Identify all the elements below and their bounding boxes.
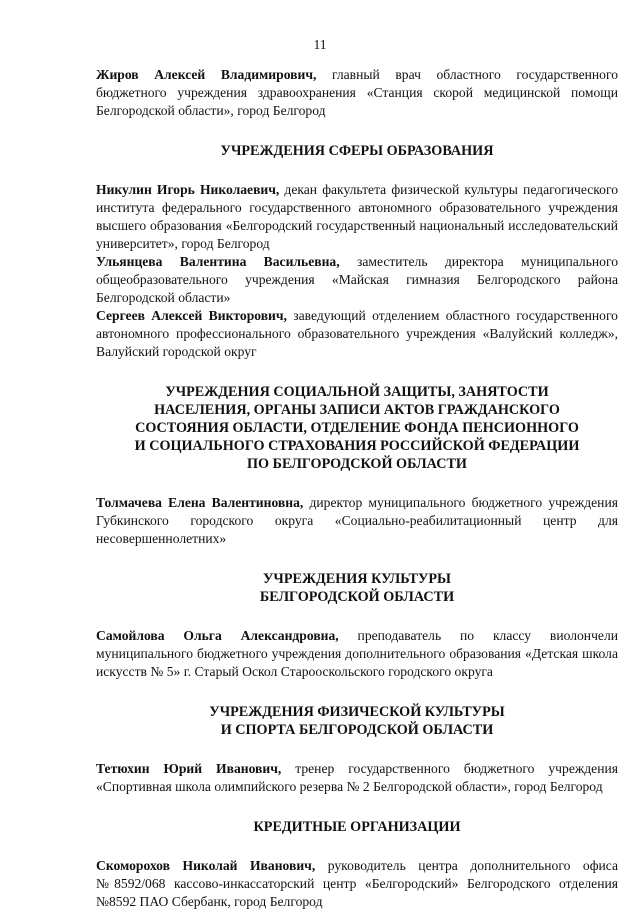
section-heading-social-protection <box>96 383 618 473</box>
person-entry-sergeev <box>96 307 618 361</box>
person-description: тренер государственного бюджетного учреждения «Спортивная школа олимпийского резерва № 2 Белгородской области», город Белгород <box>96 761 618 794</box>
heading-line: УЧРЕЖДЕНИЯ СОЦИАЛЬНОЙ ЗАЩИТЫ, ЗАНЯТОСТИ <box>165 384 549 400</box>
person-description: заведующий отделением областного государственного автономного профессионального образовательного учреждения «Валуйский колледж», Валуйский городской округ <box>96 308 618 359</box>
section-heading-sport <box>96 703 618 739</box>
person-entry-samoylova <box>96 627 618 681</box>
heading-line: УЧРЕЖДЕНИЯ ФИЗИЧЕСКОЙ КУЛЬТУРЫ <box>209 704 505 720</box>
person-entry-skomorokhov <box>96 857 618 911</box>
person-name: Ульянцева Валентина Васильевна, <box>96 254 340 269</box>
person-entry-tetyukhin <box>96 760 618 796</box>
page-number: 11 <box>313 37 327 52</box>
person-name: Толмачева Елена Валентиновна, <box>96 495 304 510</box>
person-entry-zhirov <box>96 66 618 120</box>
heading-line: БЕЛГОРОДСКОЙ ОБЛАСТИ <box>259 589 455 605</box>
heading-line: УЧРЕЖДЕНИЯ КУЛЬТУРЫ <box>263 571 451 587</box>
section-heading-credit <box>96 818 618 836</box>
person-description: директор муниципального бюджетного учреждения Губкинского городского округа «Социально-реабилитационный центр для несовершеннолетних» <box>96 495 618 546</box>
person-description: декан факультета физической культуры педагогического института федерального государственного автономного образовательного учреждения высшего образования «Белгородский государственный национальный исследовательский университет», город Белгород <box>96 182 618 251</box>
person-description: руководитель центра дополнительного офиса №8592/068 кассово-инкассаторский центр «Белгородский» Белгородского отделения №8592 ПАО Сбербанк, город Белгород <box>96 858 619 909</box>
person-entry-nikulin <box>96 181 618 253</box>
person-description: главный врач областного государственного бюджетного учреждения здравоохранения «Станция скорой медицинской помощи Белгородской области», город Белгород <box>96 67 618 118</box>
heading-line: НАСЕЛЕНИЯ, ОРГАНЫ ЗАПИСИ АКТОВ ГРАЖДАНСКОГО <box>154 402 560 418</box>
person-name: Скоморохов Николай Иванович, <box>96 858 316 873</box>
section-heading-culture <box>96 570 618 606</box>
person-name: Тетюхин Юрий Иванович, <box>96 761 282 776</box>
person-name: Самойлова Ольга Александровна, <box>96 628 339 643</box>
heading-line: КРЕДИТНЫЕ ОРГАНИЗАЦИИ <box>253 819 461 835</box>
section-heading-education <box>96 142 618 160</box>
heading-line: СОСТОЯНИЯ ОБЛАСТИ, ОТДЕЛЕНИЕ ФОНДА ПЕНСИОННОГО <box>135 420 579 436</box>
person-name: Сергеев Алексей Викторович, <box>96 308 287 323</box>
person-entry-tolmacheva <box>96 494 618 548</box>
person-name: Никулин Игорь Николаевич, <box>96 182 280 197</box>
heading-line: ПО БЕЛГОРОДСКОЙ ОБЛАСТИ <box>247 456 467 472</box>
person-entry-ulyantseva <box>96 253 618 307</box>
heading-line: УЧРЕЖДЕНИЯ СФЕРЫ ОБРАЗОВАНИЯ <box>220 143 494 159</box>
person-description: преподаватель по классу виолончели муниципального бюджетного учреждения дополнительного образования «Детская школа искусств № 5» г. Старый Оскол Старооскольского городского округа <box>96 628 619 679</box>
person-description: заместитель директора муниципального общеобразовательного учреждения «Майская гимназия Белгородского района Белгородской области» <box>96 254 618 305</box>
heading-line: И СОЦИАЛЬНОГО СТРАХОВАНИЯ РОССИЙСКОЙ ФЕДЕРАЦИИ <box>134 438 580 454</box>
document-body <box>96 66 618 911</box>
person-name: Жиров Алексей Владимирович, <box>96 67 317 82</box>
heading-line: И СПОРТА БЕЛГОРОДСКОЙ ОБЛАСТИ <box>220 722 494 738</box>
